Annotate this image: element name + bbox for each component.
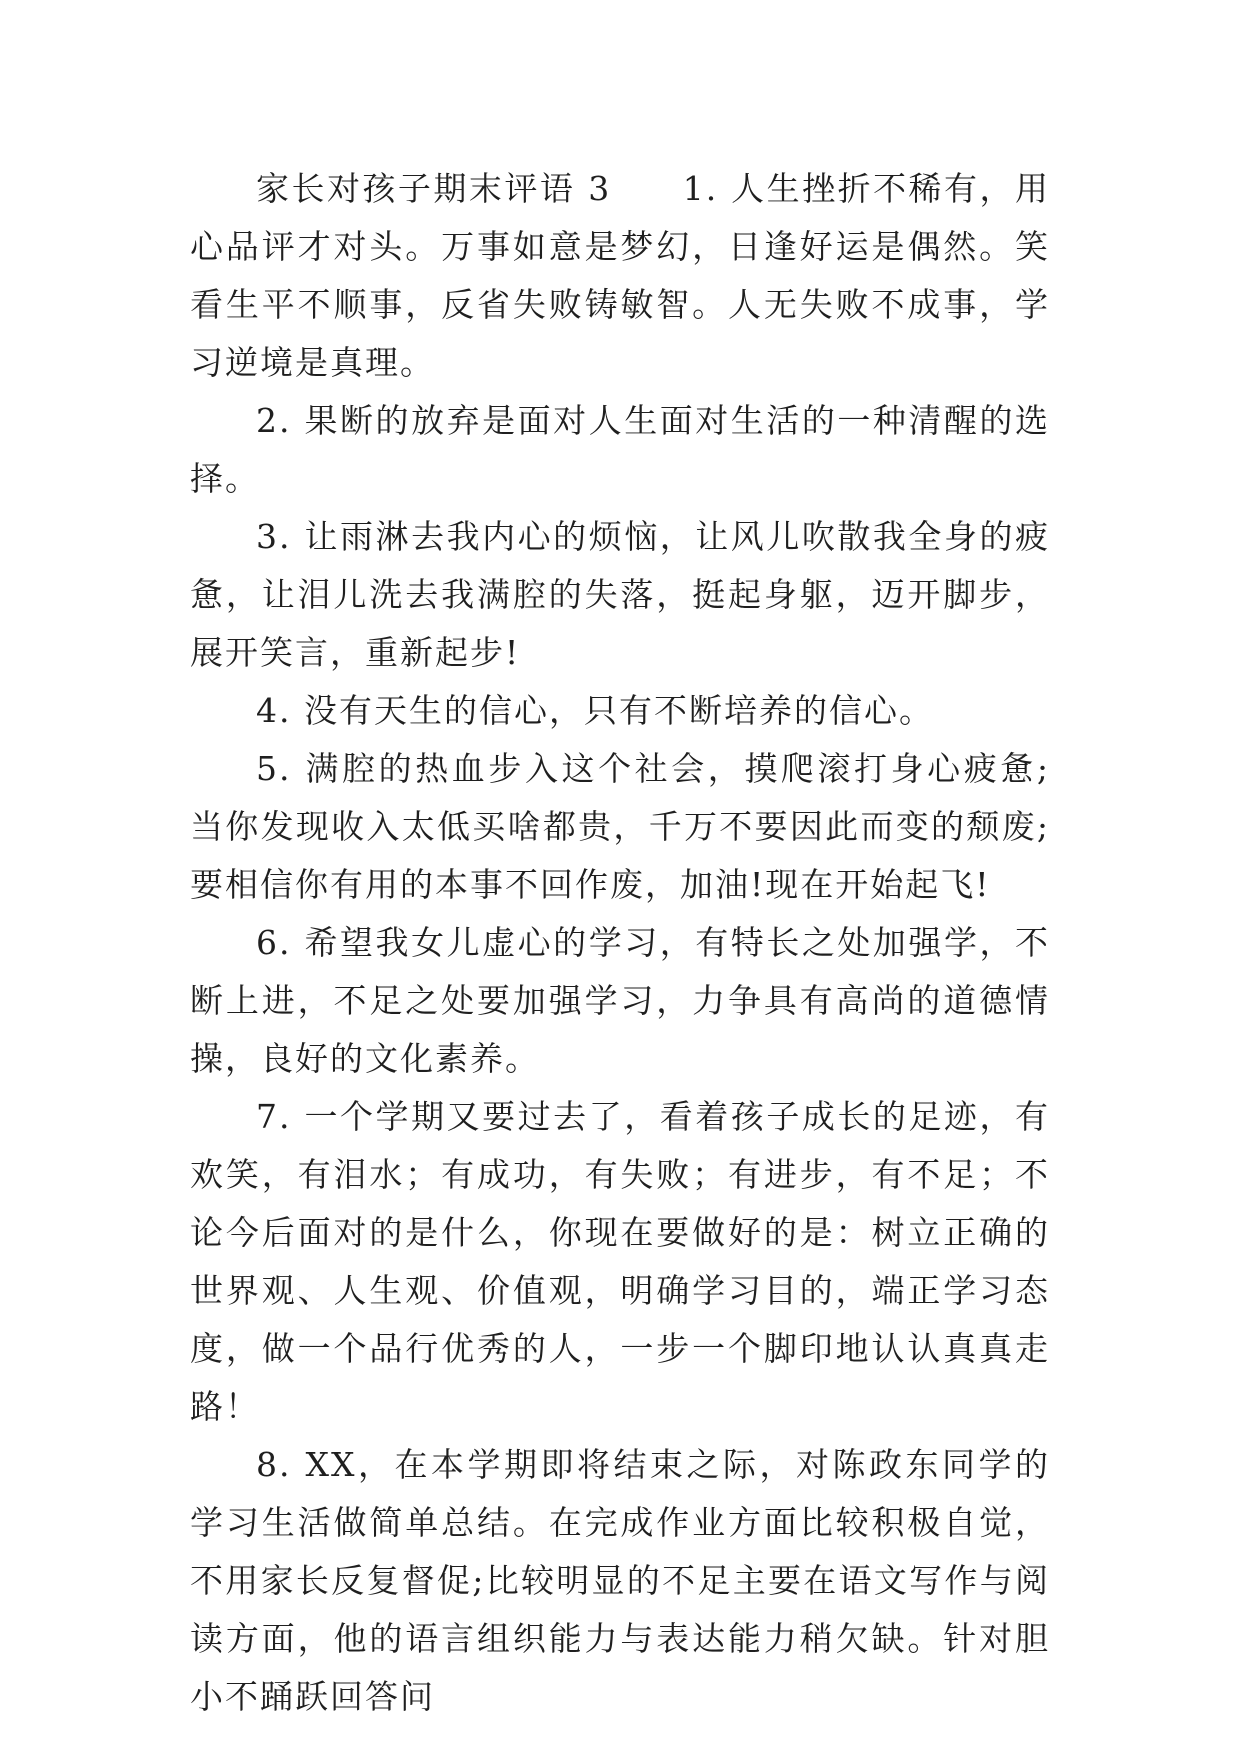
paragraph-8: 8. XX，在本学期即将结束之际，对陈政东同学的学习生活做简单总结。在完成作业方面比较积极自觉，不用家长反复督促;比较明显的不足主要在语文写作与阅读方面，他的语言组织能力与表达能力稍欠缺。针对胆小不踊跃回答问 <box>190 1445 1050 1716</box>
paragraph-5: 5. 满腔的热血步入这个社会，摸爬滚打身心疲惫;当你发现收入太低买啥都贵，千万不要因此而变的颓废;要相信你有用的本事不回作废，加油!现在开始起飞! <box>190 749 1050 904</box>
paragraph-3: 3. 让雨淋去我内心的烦恼，让风儿吹散我全身的疲惫，让泪儿洗去我满腔的失落，挺起身躯，迈开脚步，展开笑言，重新起步! <box>190 517 1050 672</box>
paragraph-7: 7. 一个学期又要过去了，看着孩子成长的足迹，有欢笑，有泪水；有成功，有失败；有进步，有不足；不论今后面对的是什么，你现在要做好的是：树立正确的世界观、人生观、价值观，明确学习目的，端正学习态度，做一个品行优秀的人，一步一个脚印地认认真真走路！ <box>190 1097 1050 1426</box>
document-body <box>190 160 1050 1726</box>
paragraph-6: 6. 希望我女儿虚心的学习，有特长之处加强学，不断上进，不足之处要加强学习，力争具有高尚的道德情操，良好的文化素养。 <box>190 923 1050 1078</box>
paragraph-2: 2. 果断的放弃是面对人生面对生活的一种清醒的选择。 <box>190 401 1050 498</box>
paragraph-4: 4. 没有天生的信心，只有不断培养的信心。 <box>256 691 934 730</box>
paragraph-1: 家长对孩子期末评语 3 1. 人生挫折不稀有，用心品评才对头。万事如意是梦幻，日逢好运是偶然。笑看生平不顺事，反省失败铸敏智。人无失败不成事，学习逆境是真理。 <box>190 169 1050 382</box>
